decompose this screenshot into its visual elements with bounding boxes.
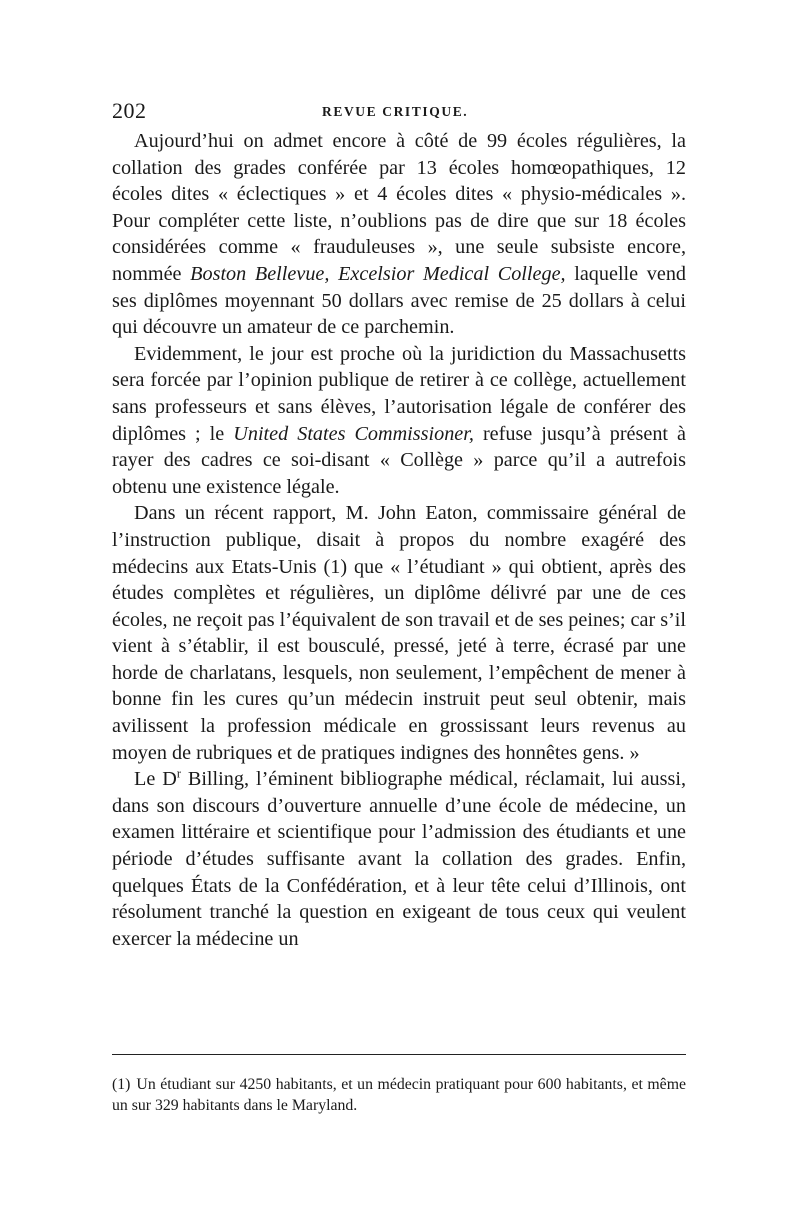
- paragraph-italic: United States Commissioner,: [233, 422, 474, 445]
- footnote: [112, 1074, 686, 1116]
- paragraph-text: laquelle vend ses diplômes moyennant 50 dollars avec remise de 25 dollars à celui qui découvre un amateur de ce parchemin.: [112, 262, 687, 339]
- running-head: [112, 92, 686, 128]
- paragraph-text: Aujourd’hui on admet encore à côté de 99 écoles régulières, la collation des grades conférée par 13 écoles homœopathiques, 12 écoles dites « éclectiques » et 4 écoles dites « physio-médicales ». Pour compléter cette liste, n’oublions pas de dire que sur 18 écoles considérées comme « frauduleuses », une seule subsiste encore, nommée: [112, 130, 686, 285]
- footnote-rule: [112, 1054, 686, 1055]
- paragraph-text: Billing, l’éminent bibliographe médical, réclamait, lui aussi, dans son discours d’ouverture annuelle d’une école de médecine, un examen littéraire et scientifique pour l’admission des étudiants et une période d’études suffisante avant la collation des grades. Enfin, quelques États de la Confédération, et à leur tête celui d’Illinois, ont résolument tranché la question en exigeant de tous ceux qui veulent exercer la médecine un: [112, 768, 686, 950]
- paragraph-text: Le D: [134, 768, 177, 791]
- paragraph-italic: Boston Bellevue, Excelsior Medical College,: [190, 262, 566, 285]
- body-text: [112, 128, 686, 952]
- page: [112, 92, 686, 952]
- paragraph-text: Dans un récent rapport, M. John Eaton, commissaire général de l’instruction publique, disait à propos du nombre exagéré des médecins aux Etats-Unis (1) que « l’étudiant » qui obtient, après des études complètes et régulières, un diplôme délivré par une de ces écoles, ne reçoit pas l’équivalent de son travail et de ses peines; car s’il vient à s’établir, il est bousculé, pressé, jeté à terre, écrasé par une horde de charlatans, lesquels, non seulement, l’empêchent de mener à bonne fin les cures qu’un médecin instruit peut seul obtenir, mais avilissent la profession médicale en grossissant leurs revenus au moyen de rubriques et de pratiques indignes des honnêtes gens. »: [112, 502, 687, 764]
- footnote-text: Un étudiant sur 4250 habitants, et un médecin pratiquant pour 600 habitants, et même un sur 329 habitants dans le Maryland.: [112, 1076, 686, 1114]
- paragraph-4: [112, 766, 686, 952]
- journal-title: REVUE CRITIQUE.: [322, 104, 469, 119]
- footnote-marker: (1): [112, 1076, 131, 1093]
- page-number: 202: [112, 98, 147, 123]
- paragraph-2: [112, 341, 686, 501]
- paragraph-text: refuse jusqu’à présent à rayer des cadres ce soi-disant « Collège » parce qu’il a autrefois obtenu une existence légale.: [112, 422, 687, 498]
- paragraph-text: Evidemment, le jour est proche où la juridiction du Massachusetts sera forcée par l’opinion publique de retirer à ce collège, actuellement sans professeurs et sans élèves, l’autorisation légale de conférer des diplômes ; le: [112, 342, 686, 445]
- superscript: r: [176, 766, 181, 781]
- paragraph-3: [112, 500, 686, 766]
- paragraph-1: [112, 128, 686, 341]
